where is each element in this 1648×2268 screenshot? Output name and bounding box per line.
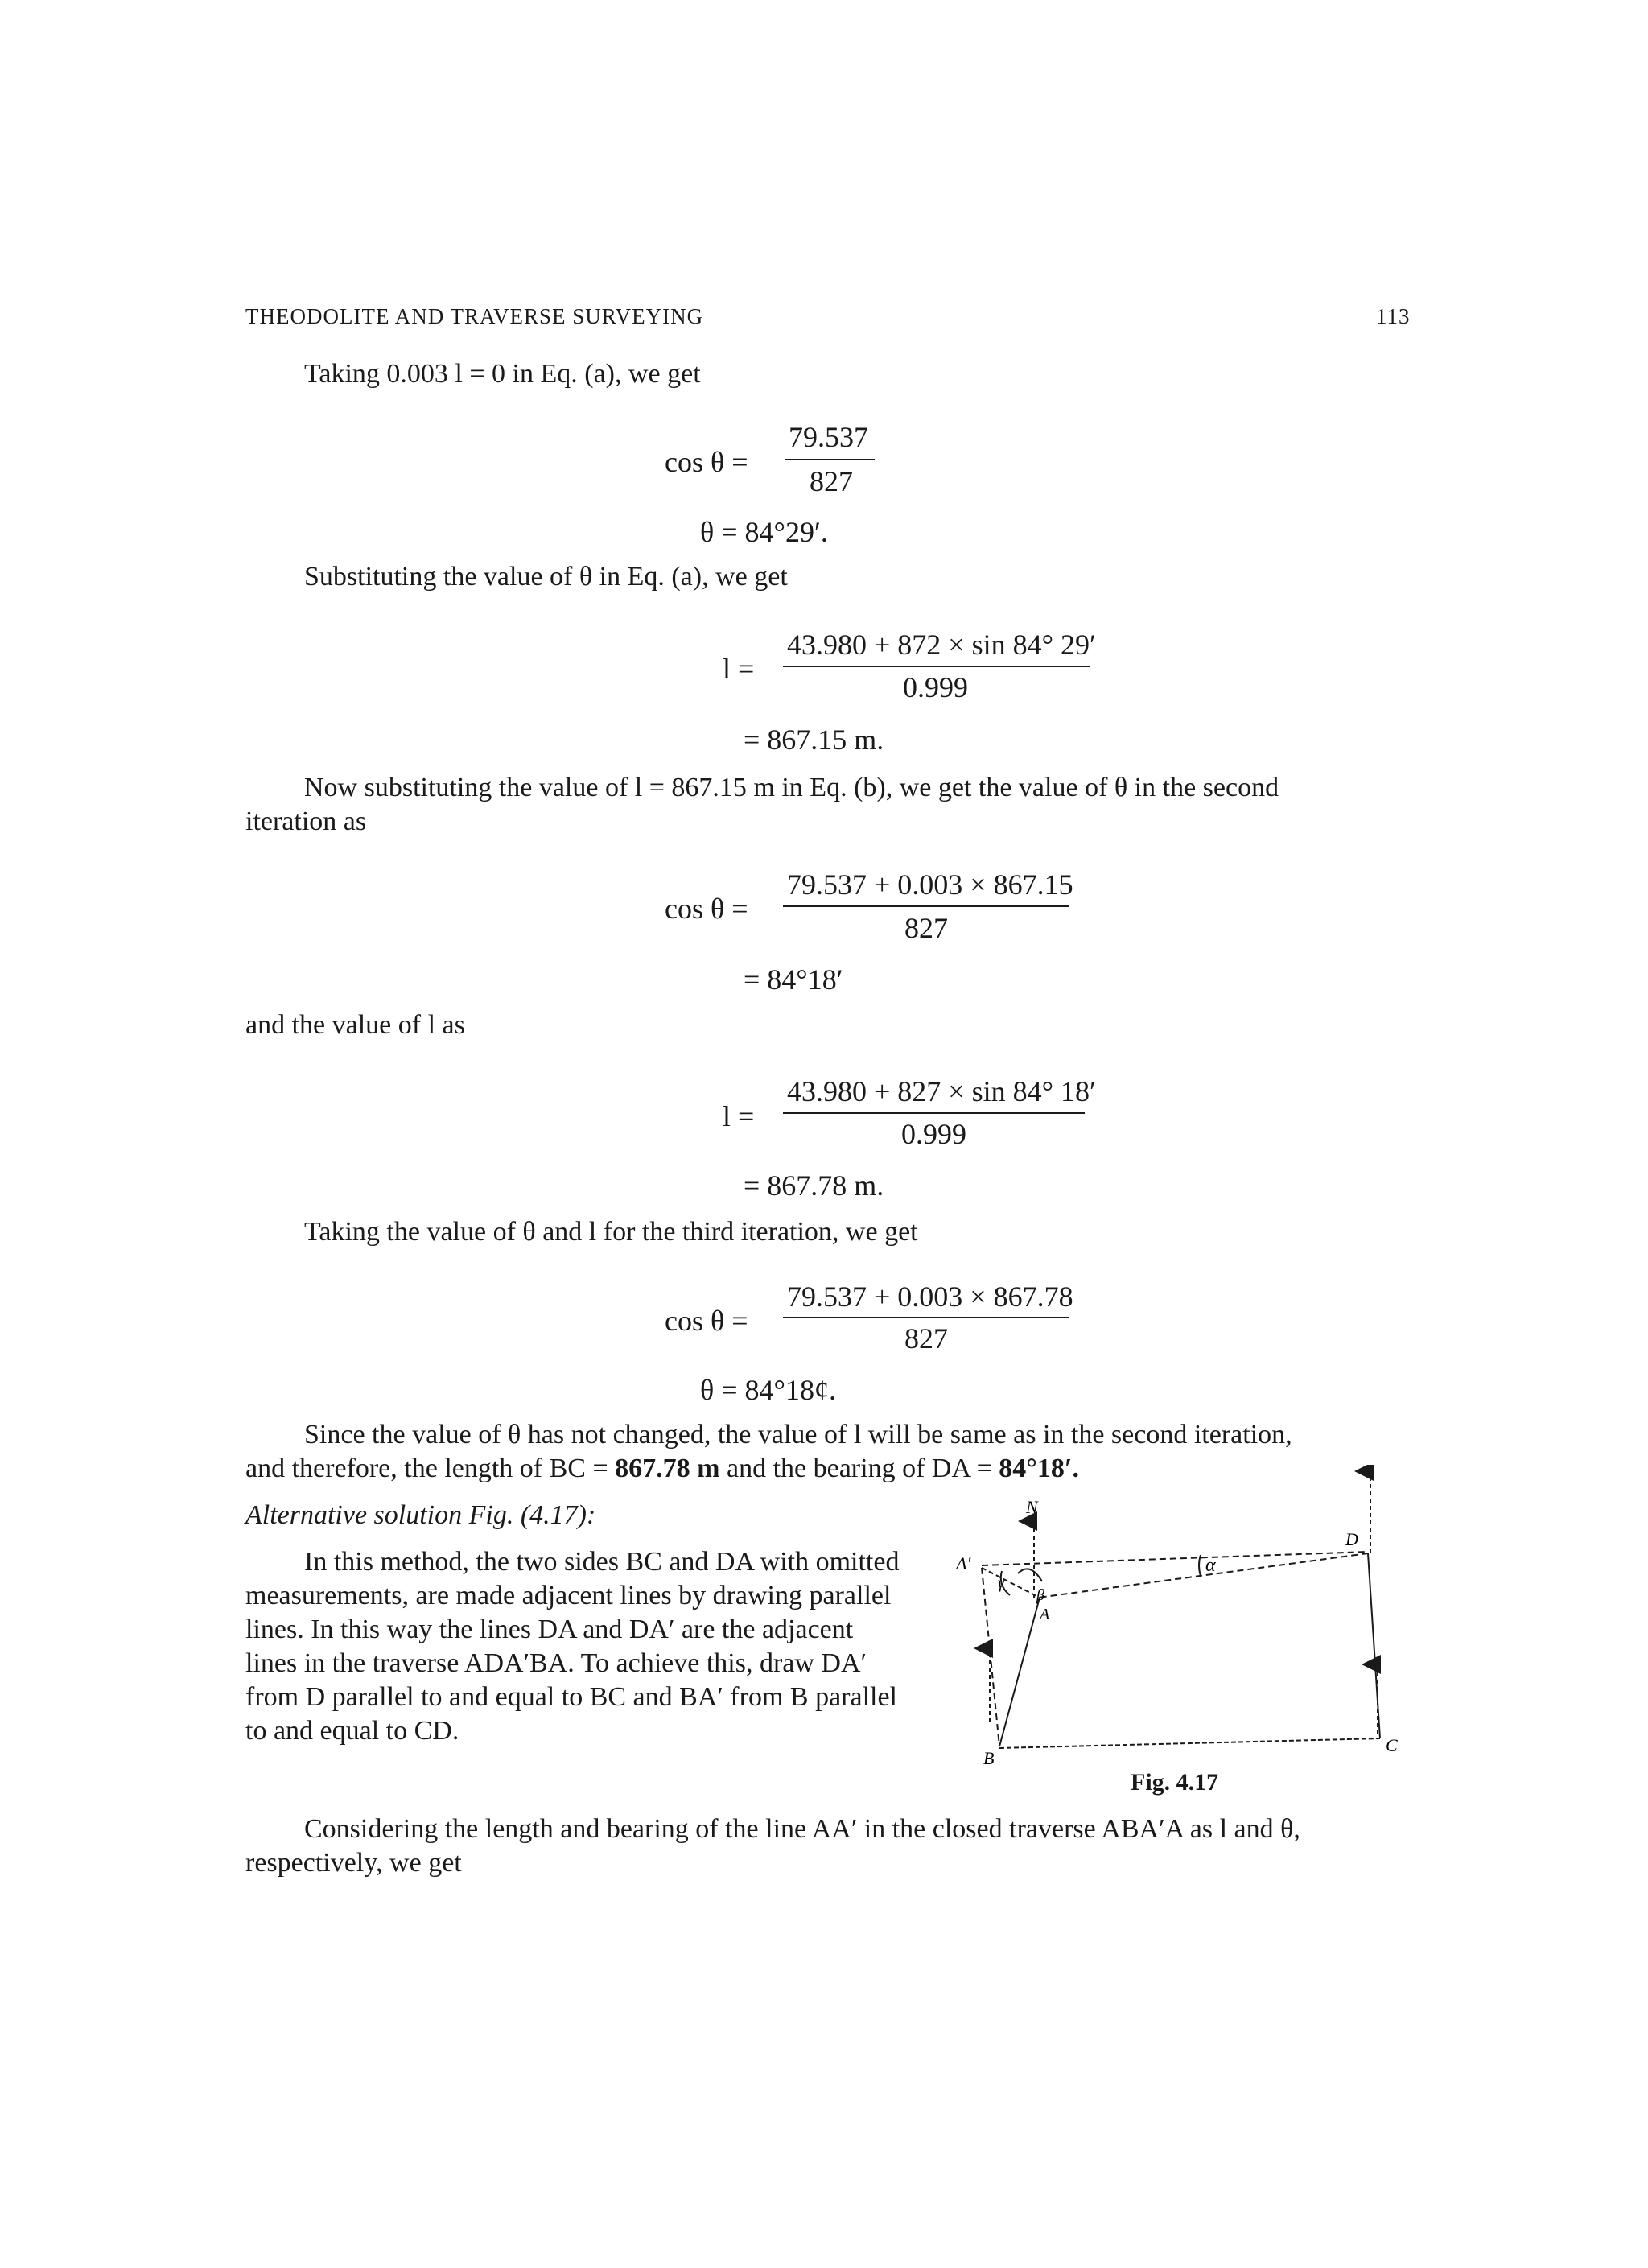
equation-numerator: 79.537 + 0.003 × 867.15 <box>787 868 1073 901</box>
equation-lhs: cos θ = <box>665 1305 748 1337</box>
text-line: Since the value of θ has not changed, the value of l will be same as in the second iteration, <box>304 1420 1292 1449</box>
line-b-c <box>999 1738 1380 1748</box>
line-a-prime-a <box>982 1568 1040 1598</box>
section-heading: Alternative solution Fig. (4.17): <box>245 1500 596 1530</box>
equation-lhs: l = <box>723 1100 755 1132</box>
fraction-bar <box>785 459 875 460</box>
fraction-bar <box>783 905 1069 907</box>
paragraph-line: lines in the traverse ADA′BA. To achieve this, draw DA′ <box>245 1648 867 1678</box>
paragraph-line: to and equal to CD. <box>245 1716 459 1746</box>
paragraph-line: In this method, the two sides BC and DA with omitted <box>304 1547 900 1577</box>
equation-denominator: 827 <box>904 912 948 944</box>
equation-denominator: 827 <box>810 465 853 497</box>
text-line: Considering the length and bearing of the line AA′ in the closed traverse ABA′A as l and θ, <box>304 1814 1300 1844</box>
line-a-prime-d <box>982 1552 1368 1565</box>
label-alpha: α <box>1205 1555 1216 1576</box>
alternative-paragraph <box>245 1545 929 1748</box>
equation-lhs: l = <box>723 653 755 685</box>
equation-result: θ = 84°18¢. <box>700 1374 836 1406</box>
equation-denominator: 0.999 <box>903 671 968 703</box>
text-line: Taking the value of θ and l for the third iteration, we get <box>304 1217 918 1247</box>
line-a-b <box>999 1598 1040 1746</box>
label-b: B <box>983 1748 995 1768</box>
page-number: 113 <box>1376 304 1411 328</box>
label-a: A <box>1040 1606 1050 1623</box>
label-c: C <box>1386 1735 1398 1755</box>
label-beta: β <box>1036 1586 1044 1604</box>
traverse-figure <box>941 1465 1424 1779</box>
equation-result: = 84°18′ <box>744 963 843 996</box>
fraction-bar <box>783 1112 1085 1114</box>
equation-lhs: cos θ = <box>665 893 748 925</box>
label-north: N <box>1026 1497 1038 1517</box>
fraction-bar <box>783 666 1090 667</box>
equation-denominator: 0.999 <box>901 1118 966 1150</box>
equation-result: θ = 84°29′. <box>700 516 828 548</box>
equation-numerator: 79.537 <box>789 421 868 453</box>
equation-numerator: 79.537 + 0.003 × 867.78 <box>787 1280 1073 1313</box>
result-bearing: 84°18′. <box>999 1454 1079 1483</box>
running-header: THEODOLITE AND TRAVERSE SURVEYING <box>245 304 704 328</box>
label-gamma: γ <box>998 1574 1004 1592</box>
text-line: Substituting the value of θ in Eq. (a), we get <box>304 562 788 592</box>
equation-result: = 867.78 m. <box>744 1169 884 1202</box>
paragraph-line: measurements, are made adjacent lines by drawing parallel <box>245 1581 892 1610</box>
equation-lhs: cos θ = <box>665 446 748 478</box>
angle-arc-beta <box>1018 1569 1042 1581</box>
paragraph-line: from D parallel to and equal to BC and BA′ from B parallel <box>245 1682 898 1712</box>
text-line: Now substituting the value of l = 867.15 m in Eq. (b), we get the value of θ in the second <box>304 773 1279 802</box>
label-a-prime: A′ <box>956 1553 971 1573</box>
equation-denominator: 827 <box>904 1322 948 1355</box>
fraction-bar <box>783 1317 1069 1318</box>
text-line: iteration as <box>245 806 367 836</box>
result-text: and the bearing of DA = <box>719 1454 999 1483</box>
text-line: and the value of l as <box>245 1010 465 1040</box>
equation-numerator: 43.980 + 872 × sin 84° 29′ <box>787 629 1096 661</box>
paragraph-line: lines. In this way the lines DA and DA′ are the adjacent <box>245 1614 854 1644</box>
figure-caption: Fig. 4.17 <box>1131 1769 1219 1796</box>
result-text: and therefore, the length of BC = <box>245 1454 616 1483</box>
angle-arc-alpha <box>1199 1555 1201 1576</box>
text-line: Taking 0.003 l = 0 in Eq. (a), we get <box>304 359 701 389</box>
equation-numerator: 43.980 + 827 × sin 84° 18′ <box>787 1075 1096 1107</box>
text-line: respectively, we get <box>245 1848 462 1878</box>
result-length: 867.78 m <box>615 1454 720 1483</box>
label-d: D <box>1345 1529 1358 1549</box>
equation-result: = 867.15 m. <box>744 724 884 756</box>
line-d-a <box>1038 1553 1368 1598</box>
